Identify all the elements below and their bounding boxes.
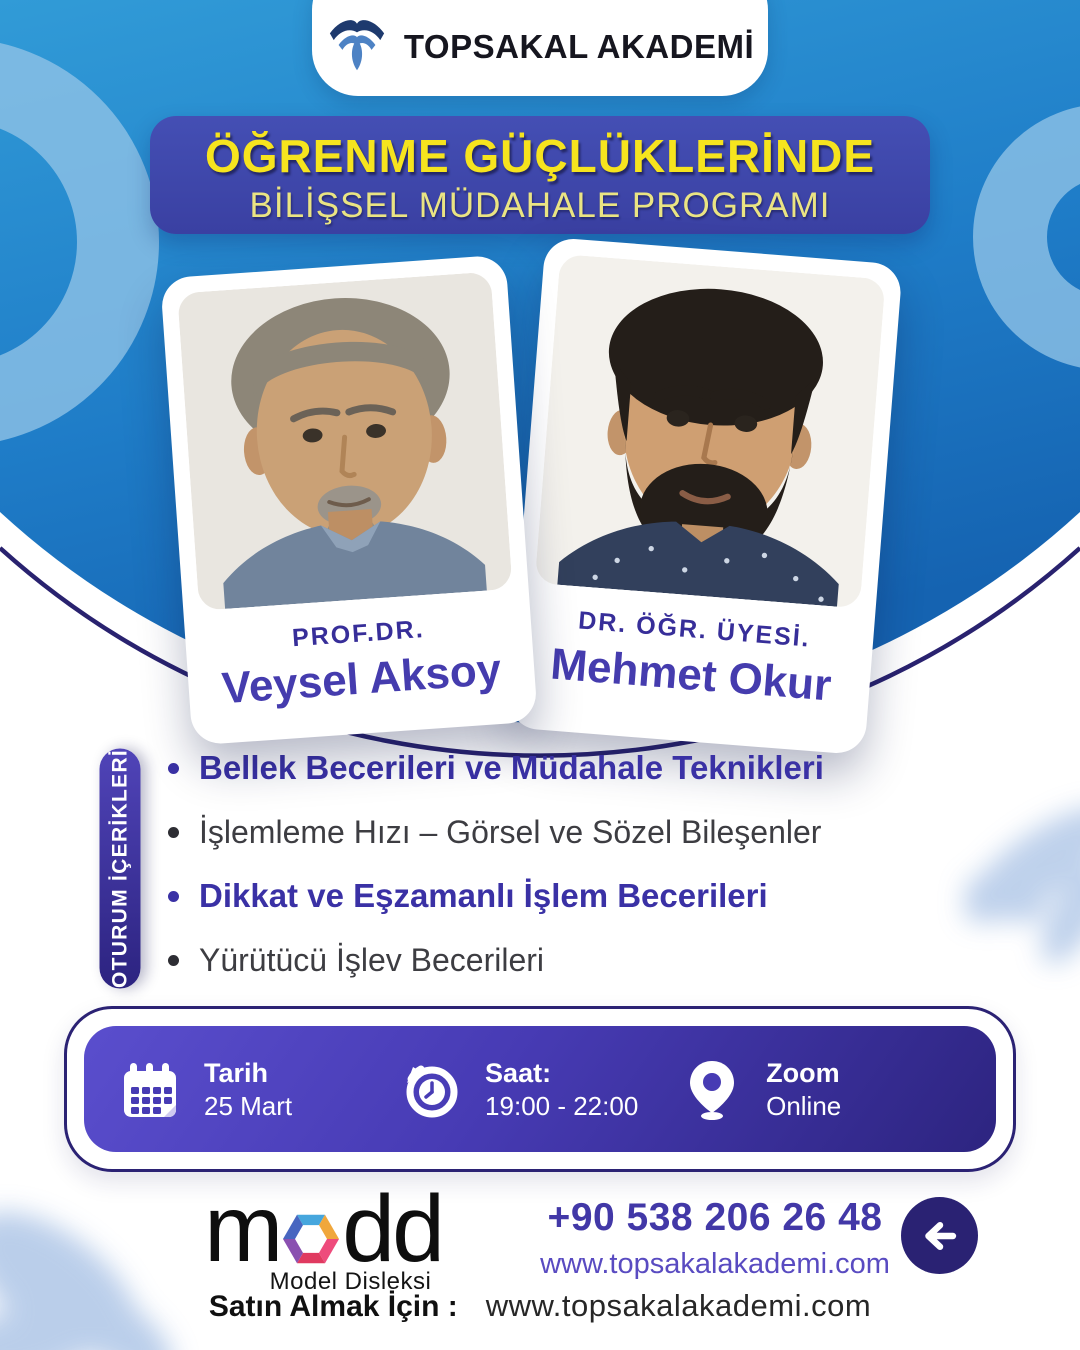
event-details-inner xyxy=(84,1026,996,1152)
modd-letter-m: m xyxy=(204,1176,281,1282)
title-line2: BİLİŞSEL MÜDAHALE PROGRAMI xyxy=(249,186,831,225)
modd-subtext: Model Disleksi xyxy=(269,1268,432,1295)
session-items-list xyxy=(168,750,948,1006)
watermark-right xyxy=(948,787,1080,973)
brand-name: TOPSAKAL AKADEMİ xyxy=(403,28,755,65)
detail-label: Zoom xyxy=(766,1057,840,1088)
session-item: Bellek Becerileri ve Müdahale Teknikleri xyxy=(168,750,948,786)
detail-texts xyxy=(766,1058,841,1121)
modd-hexagon-icon xyxy=(281,1207,341,1271)
speaker-name-block xyxy=(526,603,858,713)
detail-time xyxy=(399,1057,680,1121)
brand-header xyxy=(312,0,768,96)
session-contents-pill: OTURUM İÇERİKLERİ xyxy=(100,749,141,989)
speaker-card-mehmet-okur xyxy=(507,237,902,756)
calendar-icon xyxy=(118,1057,182,1121)
speaker-title: DR. ÖĞR. ÜYESİ. xyxy=(577,606,812,653)
detail-label: Saat: xyxy=(485,1057,552,1088)
title-banner xyxy=(150,116,930,234)
purchase-row xyxy=(0,1288,1080,1324)
speaker-name: Mehmet Okur xyxy=(548,639,833,711)
detail-date xyxy=(118,1057,399,1121)
modd-logo xyxy=(158,1176,488,1296)
speaker-name-block xyxy=(201,609,520,716)
phone-number: +90 538 206 26 48 xyxy=(547,1196,883,1239)
title-line1: ÖĞRENME GÜÇLÜKLERİNDE xyxy=(204,130,876,182)
session-item: Yürütücü İşlev Becerileri xyxy=(168,942,948,978)
detail-label: Tarih xyxy=(204,1057,269,1088)
arrow-left-icon xyxy=(917,1213,963,1259)
detail-value: 19:00 - 22:00 xyxy=(485,1090,639,1121)
event-details-bar xyxy=(64,1006,1016,1172)
clock-icon xyxy=(399,1057,463,1121)
speaker-card-veysel-aksoy xyxy=(160,255,538,746)
website-url: www.topsakalakademi.com xyxy=(540,1248,890,1280)
detail-platform xyxy=(680,1057,961,1121)
speaker-title: PROF.DR. xyxy=(291,615,426,653)
detail-texts xyxy=(204,1058,292,1121)
speaker-name: Veysel Aksoy xyxy=(220,644,503,714)
arrow-left-button xyxy=(901,1197,978,1274)
contact-block xyxy=(540,1196,890,1281)
session-item: İşlemleme Hızı – Görsel ve Sözel Bileşenler xyxy=(168,814,948,850)
session-item: Dikkat ve Eşzamanlı İşlem Becerileri xyxy=(168,878,948,914)
speaker-photo xyxy=(177,272,512,611)
topsakal-logo-icon xyxy=(326,14,388,76)
speaker-photo xyxy=(535,254,886,609)
location-pin-icon xyxy=(680,1057,744,1121)
detail-texts xyxy=(485,1058,638,1121)
detail-value: 25 Mart xyxy=(204,1090,293,1121)
modd-letters-dd: dd xyxy=(342,1176,442,1282)
purchase-url: www.topsakalakademi.com xyxy=(485,1288,872,1323)
purchase-label: Satın Almak İçin : xyxy=(208,1290,458,1323)
detail-value: Online xyxy=(766,1090,842,1121)
